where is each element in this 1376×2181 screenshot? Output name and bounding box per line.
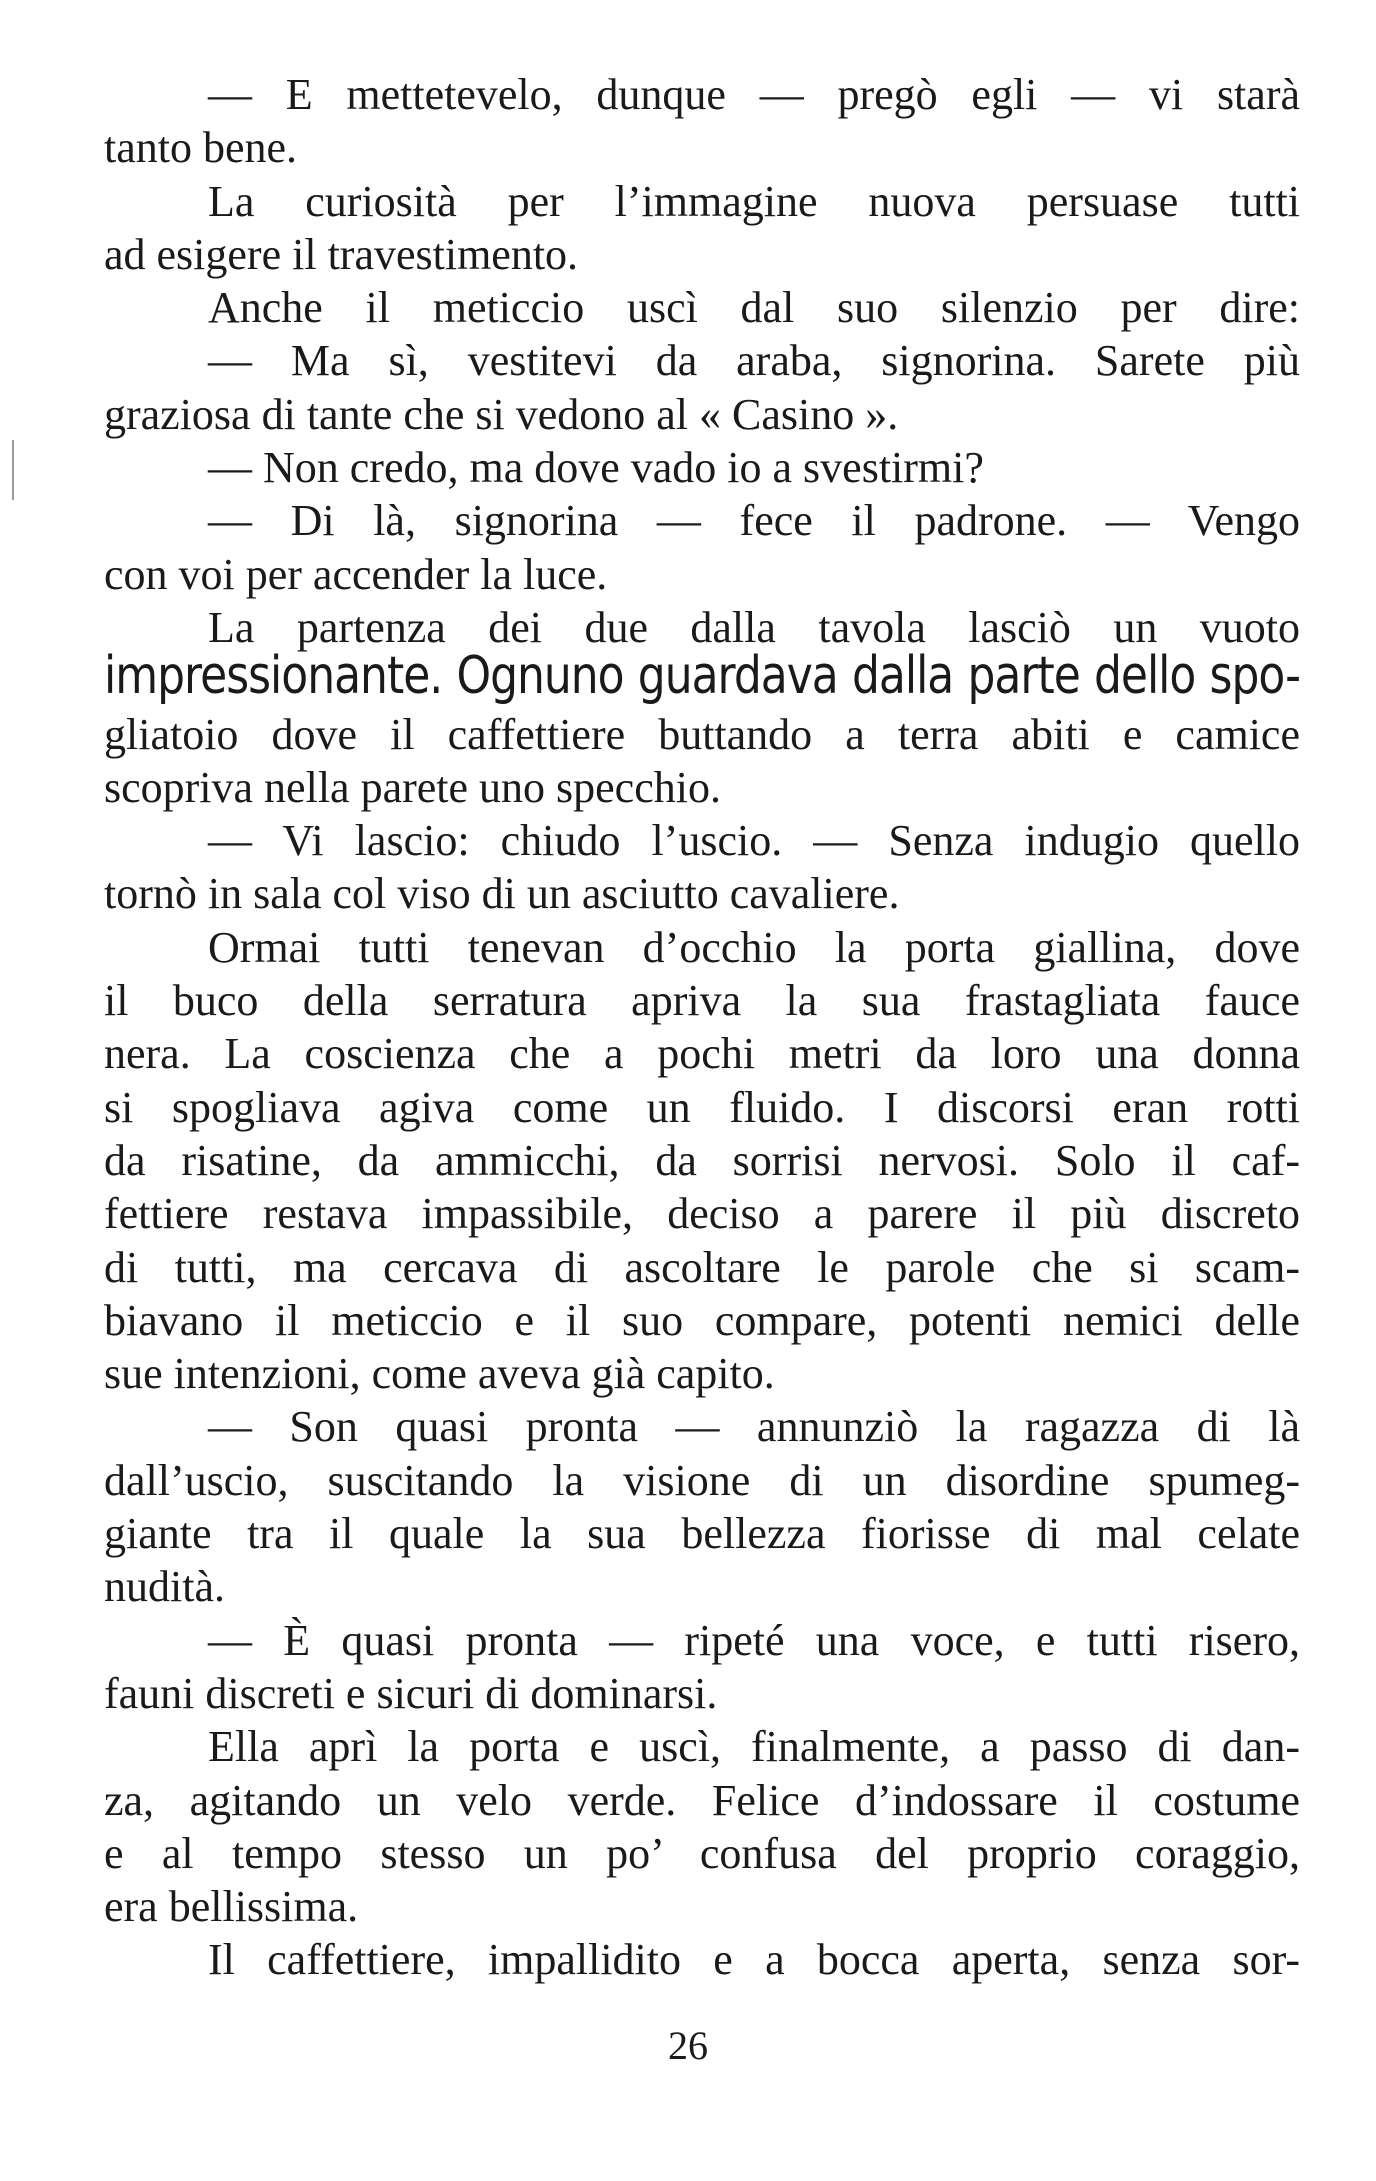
text-line: fettiere restava impassibile, deciso a parere il più discreto <box>104 1189 1300 1239</box>
text-line: La partenza dei due dalla tavola lasciò un vuoto <box>208 602 1300 652</box>
text-line: il buco della serratura apriva la sua frastagliata fauce <box>104 976 1300 1026</box>
text-line: e al tempo stesso un po’ confusa del proprio coraggio, <box>104 1828 1300 1878</box>
text-line: ad esigere il travestimento. <box>104 229 579 279</box>
text-line: tornò in sala col viso di un asciutto cavaliere. <box>104 869 900 919</box>
text-line: dall’uscio, suscitando la visione di un disordine spumeg- <box>104 1455 1300 1505</box>
text-line: da risatine, da ammicchi, da sorrisi nervosi. Solo il caf- <box>104 1135 1300 1185</box>
text-line: era bellissima. <box>104 1882 359 1932</box>
margin-scan-mark <box>12 440 14 500</box>
text-line: za, agitando un velo verde. Felice d’indossare il costume <box>104 1775 1300 1825</box>
text-line: impressionante. Ognuno guardava dalla parte dello spo- <box>104 645 1300 707</box>
text-line: graziosa di tante che si vedono al « Casino ». <box>104 389 899 439</box>
text-line: con voi per accender la luce. <box>104 549 608 599</box>
text-line: gliatoio dove il caffettiere buttando a terra abiti e camice <box>104 709 1300 759</box>
text-line: — Di là, signorina — fece il padrone. — Vengo <box>208 496 1300 546</box>
text-line: — È quasi pronta — ripeté una voce, e tutti risero, <box>208 1615 1300 1665</box>
text-line: Ormai tutti tenevan d’occhio la porta giallina, dove <box>208 922 1300 972</box>
text-line: di tutti, ma cercava di ascoltare le parole che si scam- <box>104 1242 1300 1292</box>
text-line: — Ma sì, vestitevi da araba, signorina. Sarete più <box>208 336 1300 386</box>
text-line: si spogliava agiva come un fluido. I discorsi eran rotti <box>104 1082 1300 1132</box>
text-line: tanto bene. <box>104 123 298 173</box>
text-line: Ella aprì la porta e uscì, finalmente, a passo di dan- <box>208 1722 1300 1772</box>
text-line: — Son quasi pronta — annunziò la ragazza di là <box>208 1402 1300 1452</box>
text-line: Anche il meticcio uscì dal suo silenzio per dire: <box>208 283 1300 333</box>
body-text <box>104 68 1300 1987</box>
text-line: — Vi lascio: chiudo l’uscio. — Senza indugio quello <box>208 816 1300 866</box>
text-line: nudità. <box>104 1562 225 1612</box>
text-line: — E mettetevelo, dunque — pregò egli — vi starà <box>208 70 1300 119</box>
text-line: nera. La coscienza che a pochi metri da loro una donna <box>104 1029 1300 1079</box>
page-number: 26 <box>668 2023 708 2068</box>
text-line: Il caffettiere, impallidito e a bocca aperta, senza sor- <box>208 1935 1300 1985</box>
text-line: La curiosità per l’immagine nuova persuase tutti <box>208 176 1300 226</box>
text-line: — Non credo, ma dove vado io a svestirmi? <box>208 443 984 493</box>
text-line: fauni discreti e sicuri di dominarsi. <box>104 1668 718 1718</box>
text-line: biavano il meticcio e il suo compare, potenti nemici delle <box>104 1295 1300 1345</box>
text-line: sue intenzioni, come aveva già capito. <box>104 1349 775 1399</box>
text-line: scopriva nella parete uno specchio. <box>104 762 721 812</box>
text-line: giante tra il quale la sua bellezza fiorisse di mal celate <box>104 1509 1300 1559</box>
